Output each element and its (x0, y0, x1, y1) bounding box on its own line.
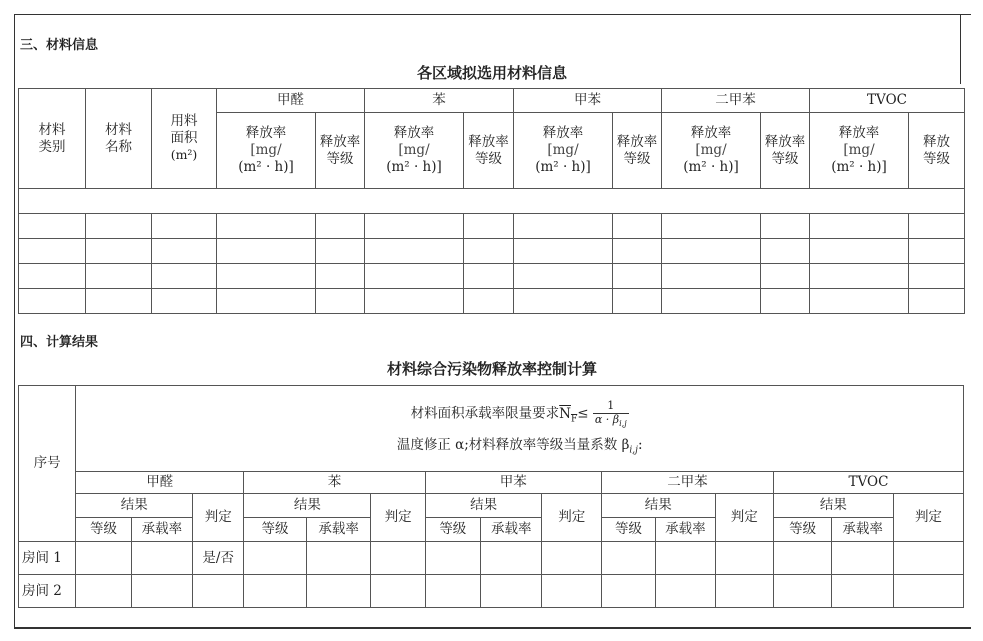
table-cell (86, 214, 152, 239)
grade-header: 等级 (76, 518, 131, 542)
grade-header: 等级 (773, 518, 831, 542)
table-cell (514, 239, 613, 264)
table-cell (893, 575, 963, 608)
table-cell (893, 542, 963, 575)
table-cell (86, 239, 152, 264)
table-cell (217, 214, 316, 239)
table-cell (306, 575, 371, 608)
table-cell (217, 264, 316, 289)
calculation-table (18, 385, 964, 608)
release-grade-header: 释放 等级 (909, 113, 965, 189)
judge-header: 判定 (715, 494, 773, 542)
formula-cell (76, 386, 964, 472)
table-cell (217, 239, 316, 264)
formula-fraction (593, 400, 629, 428)
table-cell (613, 289, 662, 314)
pollutant-header: 二甲苯 (662, 89, 810, 113)
correction-end: : (637, 436, 643, 453)
table-cell (662, 289, 761, 314)
rate-unit-bottom: (m² · h)] (386, 158, 442, 175)
table-cell (761, 239, 810, 264)
table-cell (656, 575, 715, 608)
rate-unit-bottom: (m² · h)] (535, 158, 591, 175)
table-cell (613, 214, 662, 239)
table-cell (217, 289, 316, 314)
formula-nf-sub: F (570, 414, 578, 425)
col-serial-no: 序号 (19, 386, 76, 542)
table-cell (542, 542, 601, 575)
section4-title: 材料综合污染物释放率控制计算 (386, 360, 597, 378)
rate-label: 释放率 (245, 125, 287, 142)
table-cell (244, 575, 307, 608)
table-cell (19, 264, 86, 289)
table-cell (131, 542, 193, 575)
judge-header: 判定 (371, 494, 425, 542)
section4-heading: 四、计算结果 (20, 335, 99, 350)
rate-unit-top: [mg/ (843, 142, 875, 159)
correction-text: 温度修正 α;材料释放率等级当量系数 β (396, 436, 630, 453)
table-cell (761, 264, 810, 289)
table-cell (656, 542, 715, 575)
release-rate-header (365, 113, 464, 189)
table-cell (810, 214, 909, 239)
table-cell (909, 289, 965, 314)
pollutant-header: 甲苯 (425, 472, 601, 494)
area-label: 用料 面积 (170, 113, 198, 147)
table-cell (514, 264, 613, 289)
pollutant-header: 甲醛 (76, 472, 244, 494)
material-info-table (18, 88, 965, 314)
pollutant-header: 甲苯 (514, 89, 662, 113)
grade-header: 等级 (425, 518, 480, 542)
load-rate-header: 承载率 (131, 518, 193, 542)
table-cell (365, 239, 464, 264)
table-row (19, 575, 964, 608)
release-grade-header: 释放率 等级 (464, 113, 514, 189)
judge-header: 判定 (542, 494, 601, 542)
table-cell (761, 289, 810, 314)
rate-unit-top: [mg/ (398, 142, 430, 159)
table-cell (613, 239, 662, 264)
col-material-type: 材料 类别 (19, 89, 86, 189)
table-cell (306, 542, 371, 575)
formula-denominator (593, 414, 629, 429)
table-cell (425, 575, 480, 608)
release-grade-header: 释放率 等级 (316, 113, 365, 189)
table-cell (909, 239, 965, 264)
table-cell (76, 542, 131, 575)
release-rate-header (810, 113, 909, 189)
formula-text: 材料面积承载率限量要求 (410, 406, 560, 423)
table-cell (152, 264, 217, 289)
load-rate-header: 承载率 (306, 518, 371, 542)
formula-den-sub: i,j (619, 418, 627, 428)
table-cell (425, 542, 480, 575)
table-cell (773, 542, 831, 575)
pollutant-header: 甲醛 (217, 89, 365, 113)
table-cell (514, 289, 613, 314)
judge-header: 判定 (193, 494, 244, 542)
formula-den-text: α · β (594, 412, 620, 426)
correction-sub: i,j (629, 445, 638, 456)
formula-numerator: 1 (593, 400, 629, 413)
rate-label: 释放率 (393, 125, 435, 142)
grade-header: 等级 (244, 518, 307, 542)
release-rate-header (514, 113, 613, 189)
result-header: 结果 (773, 494, 893, 518)
judge-header: 判定 (893, 494, 963, 542)
rate-unit-top: [mg/ (695, 142, 727, 159)
table-cell (365, 264, 464, 289)
table-cell (810, 289, 909, 314)
release-grade-header: 释放率 等级 (761, 113, 810, 189)
rate-unit-bottom: (m² · h)] (831, 158, 887, 175)
table-cell (365, 289, 464, 314)
table-cell (810, 264, 909, 289)
table-cell (909, 264, 965, 289)
section3-title: 各区域拟选用材料信息 (416, 64, 567, 82)
table-cell (715, 575, 773, 608)
result-header: 结果 (601, 494, 715, 518)
pollutant-header: 苯 (365, 89, 514, 113)
rate-unit-bottom: (m² · h)] (238, 158, 294, 175)
pollutant-header: TVOC (773, 472, 963, 494)
result-header: 结果 (244, 494, 371, 518)
release-rate-header (662, 113, 761, 189)
table-cell (810, 239, 909, 264)
judge-cell: 是/否 (193, 542, 244, 575)
table-cell (464, 214, 514, 239)
table-cell (909, 214, 965, 239)
table-cell (542, 575, 601, 608)
table-cell (464, 264, 514, 289)
table-cell (601, 575, 655, 608)
judge-cell (193, 575, 244, 608)
table-cell (371, 542, 425, 575)
formula-nf-letter: N (559, 406, 571, 423)
rate-unit-bottom: (m² · h)] (683, 158, 739, 175)
table-cell (365, 214, 464, 239)
table-cell (480, 575, 542, 608)
room-label: 房间 1 (19, 542, 76, 575)
table-cell (662, 214, 761, 239)
table-cell (316, 214, 365, 239)
table-row (19, 214, 965, 239)
table-cell (316, 239, 365, 264)
rate-label: 释放率 (690, 125, 732, 142)
result-header: 结果 (425, 494, 542, 518)
table-cell (715, 542, 773, 575)
table-cell (662, 239, 761, 264)
table-cell (514, 214, 613, 239)
table-cell (86, 264, 152, 289)
table-cell (316, 264, 365, 289)
section3-heading: 三、材料信息 (20, 38, 99, 53)
pollutant-header: 二甲苯 (601, 472, 773, 494)
table-cell (832, 575, 894, 608)
table-cell (464, 239, 514, 264)
table-cell (19, 239, 86, 264)
pollutant-header: 苯 (244, 472, 425, 494)
table-cell (76, 575, 131, 608)
table-cell (662, 264, 761, 289)
formula-nf (559, 406, 578, 425)
table-cell (613, 264, 662, 289)
table-cell (19, 289, 86, 314)
table-cell (371, 575, 425, 608)
table-cell (316, 289, 365, 314)
release-grade-header: 释放率 等级 (613, 113, 662, 189)
table-cell (832, 542, 894, 575)
col-material-name: 材料 名称 (86, 89, 152, 189)
load-rate-header: 承载率 (832, 518, 894, 542)
table-cell (86, 289, 152, 314)
area-unit: (m²) (170, 146, 198, 162)
table-cell (152, 214, 217, 239)
table-cell (601, 542, 655, 575)
room-label: 房间 2 (19, 575, 76, 608)
table-row (19, 239, 965, 264)
result-header: 结果 (76, 494, 193, 518)
table-cell (131, 575, 193, 608)
table-cell (152, 239, 217, 264)
table-cell (480, 542, 542, 575)
col-material-area (152, 89, 217, 189)
table-cell (152, 289, 217, 314)
load-rate-header: 承载率 (656, 518, 715, 542)
pollutant-header: TVOC (810, 89, 965, 113)
table-row (19, 189, 965, 214)
rate-unit-top: [mg/ (250, 142, 282, 159)
grade-header: 等级 (601, 518, 655, 542)
table-row (19, 289, 965, 314)
table-cell (464, 289, 514, 314)
table-cell (773, 575, 831, 608)
release-rate-header (217, 113, 316, 189)
table-cell (761, 214, 810, 239)
rate-unit-top: [mg/ (547, 142, 579, 159)
table-row (19, 542, 964, 575)
formula-leq: ≤ (577, 406, 589, 423)
table-cell (19, 214, 86, 239)
table-row (19, 264, 965, 289)
table-cell (244, 542, 307, 575)
rate-label: 释放率 (838, 125, 880, 142)
load-rate-header: 承载率 (480, 518, 542, 542)
rate-label: 释放率 (542, 125, 584, 142)
